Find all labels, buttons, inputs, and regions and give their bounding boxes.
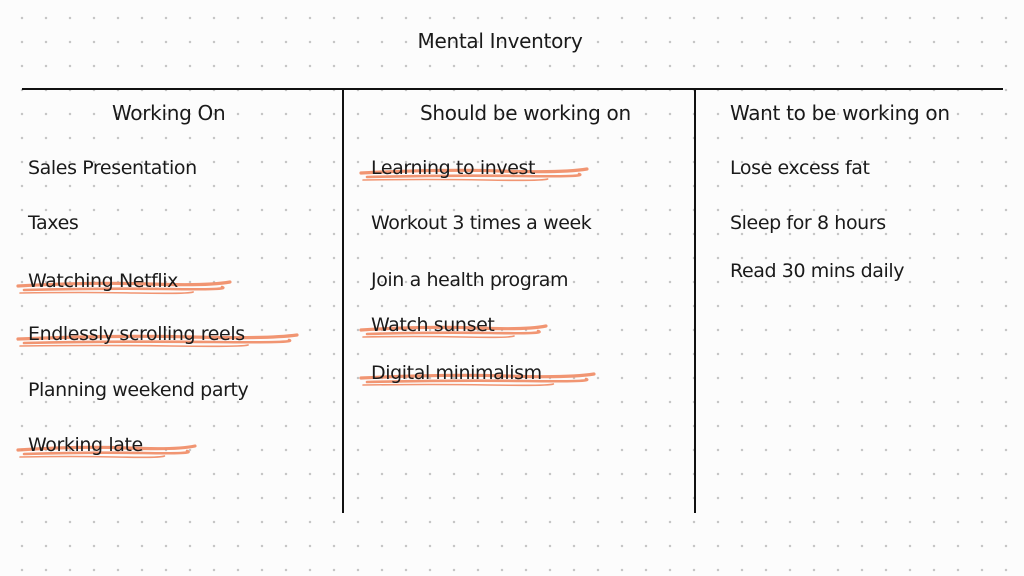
list-item-text: Watch sunset	[371, 314, 495, 336]
list-item	[28, 379, 248, 401]
list-item-text: Planning weekend party	[28, 379, 249, 401]
header-divider	[22, 88, 1003, 90]
list-item	[730, 157, 870, 179]
list-item-text: Lose excess fat	[730, 157, 870, 179]
page-title: Mental Inventory	[417, 29, 583, 53]
list-item	[730, 212, 886, 234]
column-divider-2	[694, 89, 696, 513]
list-item-text: Workout 3 times a week	[371, 212, 592, 234]
list-item-text: Sleep for 8 hours	[730, 212, 886, 234]
list-item-text: Endlessly scrolling reels	[28, 323, 245, 345]
list-item-text: Watching Netflix	[28, 270, 179, 292]
list-item	[730, 260, 904, 282]
column-divider-1	[342, 89, 344, 513]
list-item-text: Working late	[28, 434, 143, 456]
list-item	[371, 362, 542, 384]
column-heading-working-on: Working On	[112, 101, 226, 125]
column-heading-want-to-be-working-on: Want to be working on	[730, 101, 950, 125]
list-item	[371, 314, 494, 336]
list-item	[371, 157, 535, 179]
list-item	[28, 212, 78, 234]
list-item	[371, 269, 568, 291]
list-item-text: Join a health program	[371, 269, 569, 291]
list-item-text: Digital minimalism	[371, 362, 542, 384]
list-item	[28, 157, 197, 179]
list-item-text: Read 30 mins daily	[730, 260, 905, 282]
list-item-text: Learning to invest	[371, 157, 536, 179]
list-item-text: Taxes	[28, 212, 79, 234]
list-item	[28, 434, 143, 456]
list-item-text: Sales Presentation	[28, 157, 197, 179]
list-item	[371, 212, 591, 234]
list-item	[28, 323, 245, 345]
column-heading-should-be-working-on: Should be working on	[420, 101, 631, 125]
list-item	[28, 270, 178, 292]
